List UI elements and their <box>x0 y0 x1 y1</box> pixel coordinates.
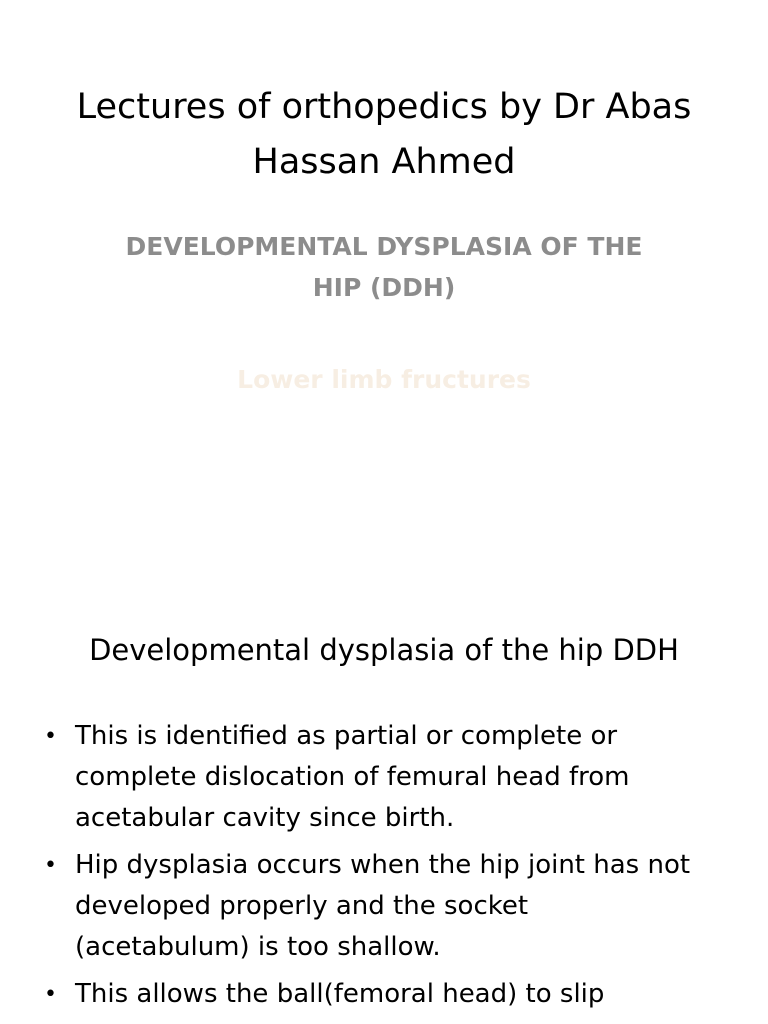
list-item <box>44 974 694 1015</box>
bullet-list <box>44 716 694 1021</box>
lecture-title: Lectures of orthopedics by Dr Abas Hassan Ahmed <box>76 87 692 182</box>
lecture-subtitle: DEVELOPMENTAL DYSPLASIA OF THE HIP (DDH) <box>125 232 643 302</box>
bullet-icon: • <box>44 982 57 1007</box>
bullet-text: Hip dysplasia occurs when the hip joint has not developed properly and the socket (acetabulum) is too shallow. <box>75 850 691 962</box>
bullet-text: This is identified as partial or complete or complete dislocation of femural head from acetabular cavity since birth. <box>75 721 630 833</box>
list-item <box>44 716 694 839</box>
bullet-icon: • <box>44 724 57 749</box>
content-slide-title: Developmental dysplasia of the hip DDH <box>89 633 679 667</box>
faded-subtitle: Lower limb fructures <box>237 365 531 394</box>
bullet-text: This allows the ball(femoral head) to slip <box>75 979 605 1009</box>
bullet-icon: • <box>44 853 57 878</box>
list-item <box>44 845 694 968</box>
content-slide <box>0 576 768 1024</box>
